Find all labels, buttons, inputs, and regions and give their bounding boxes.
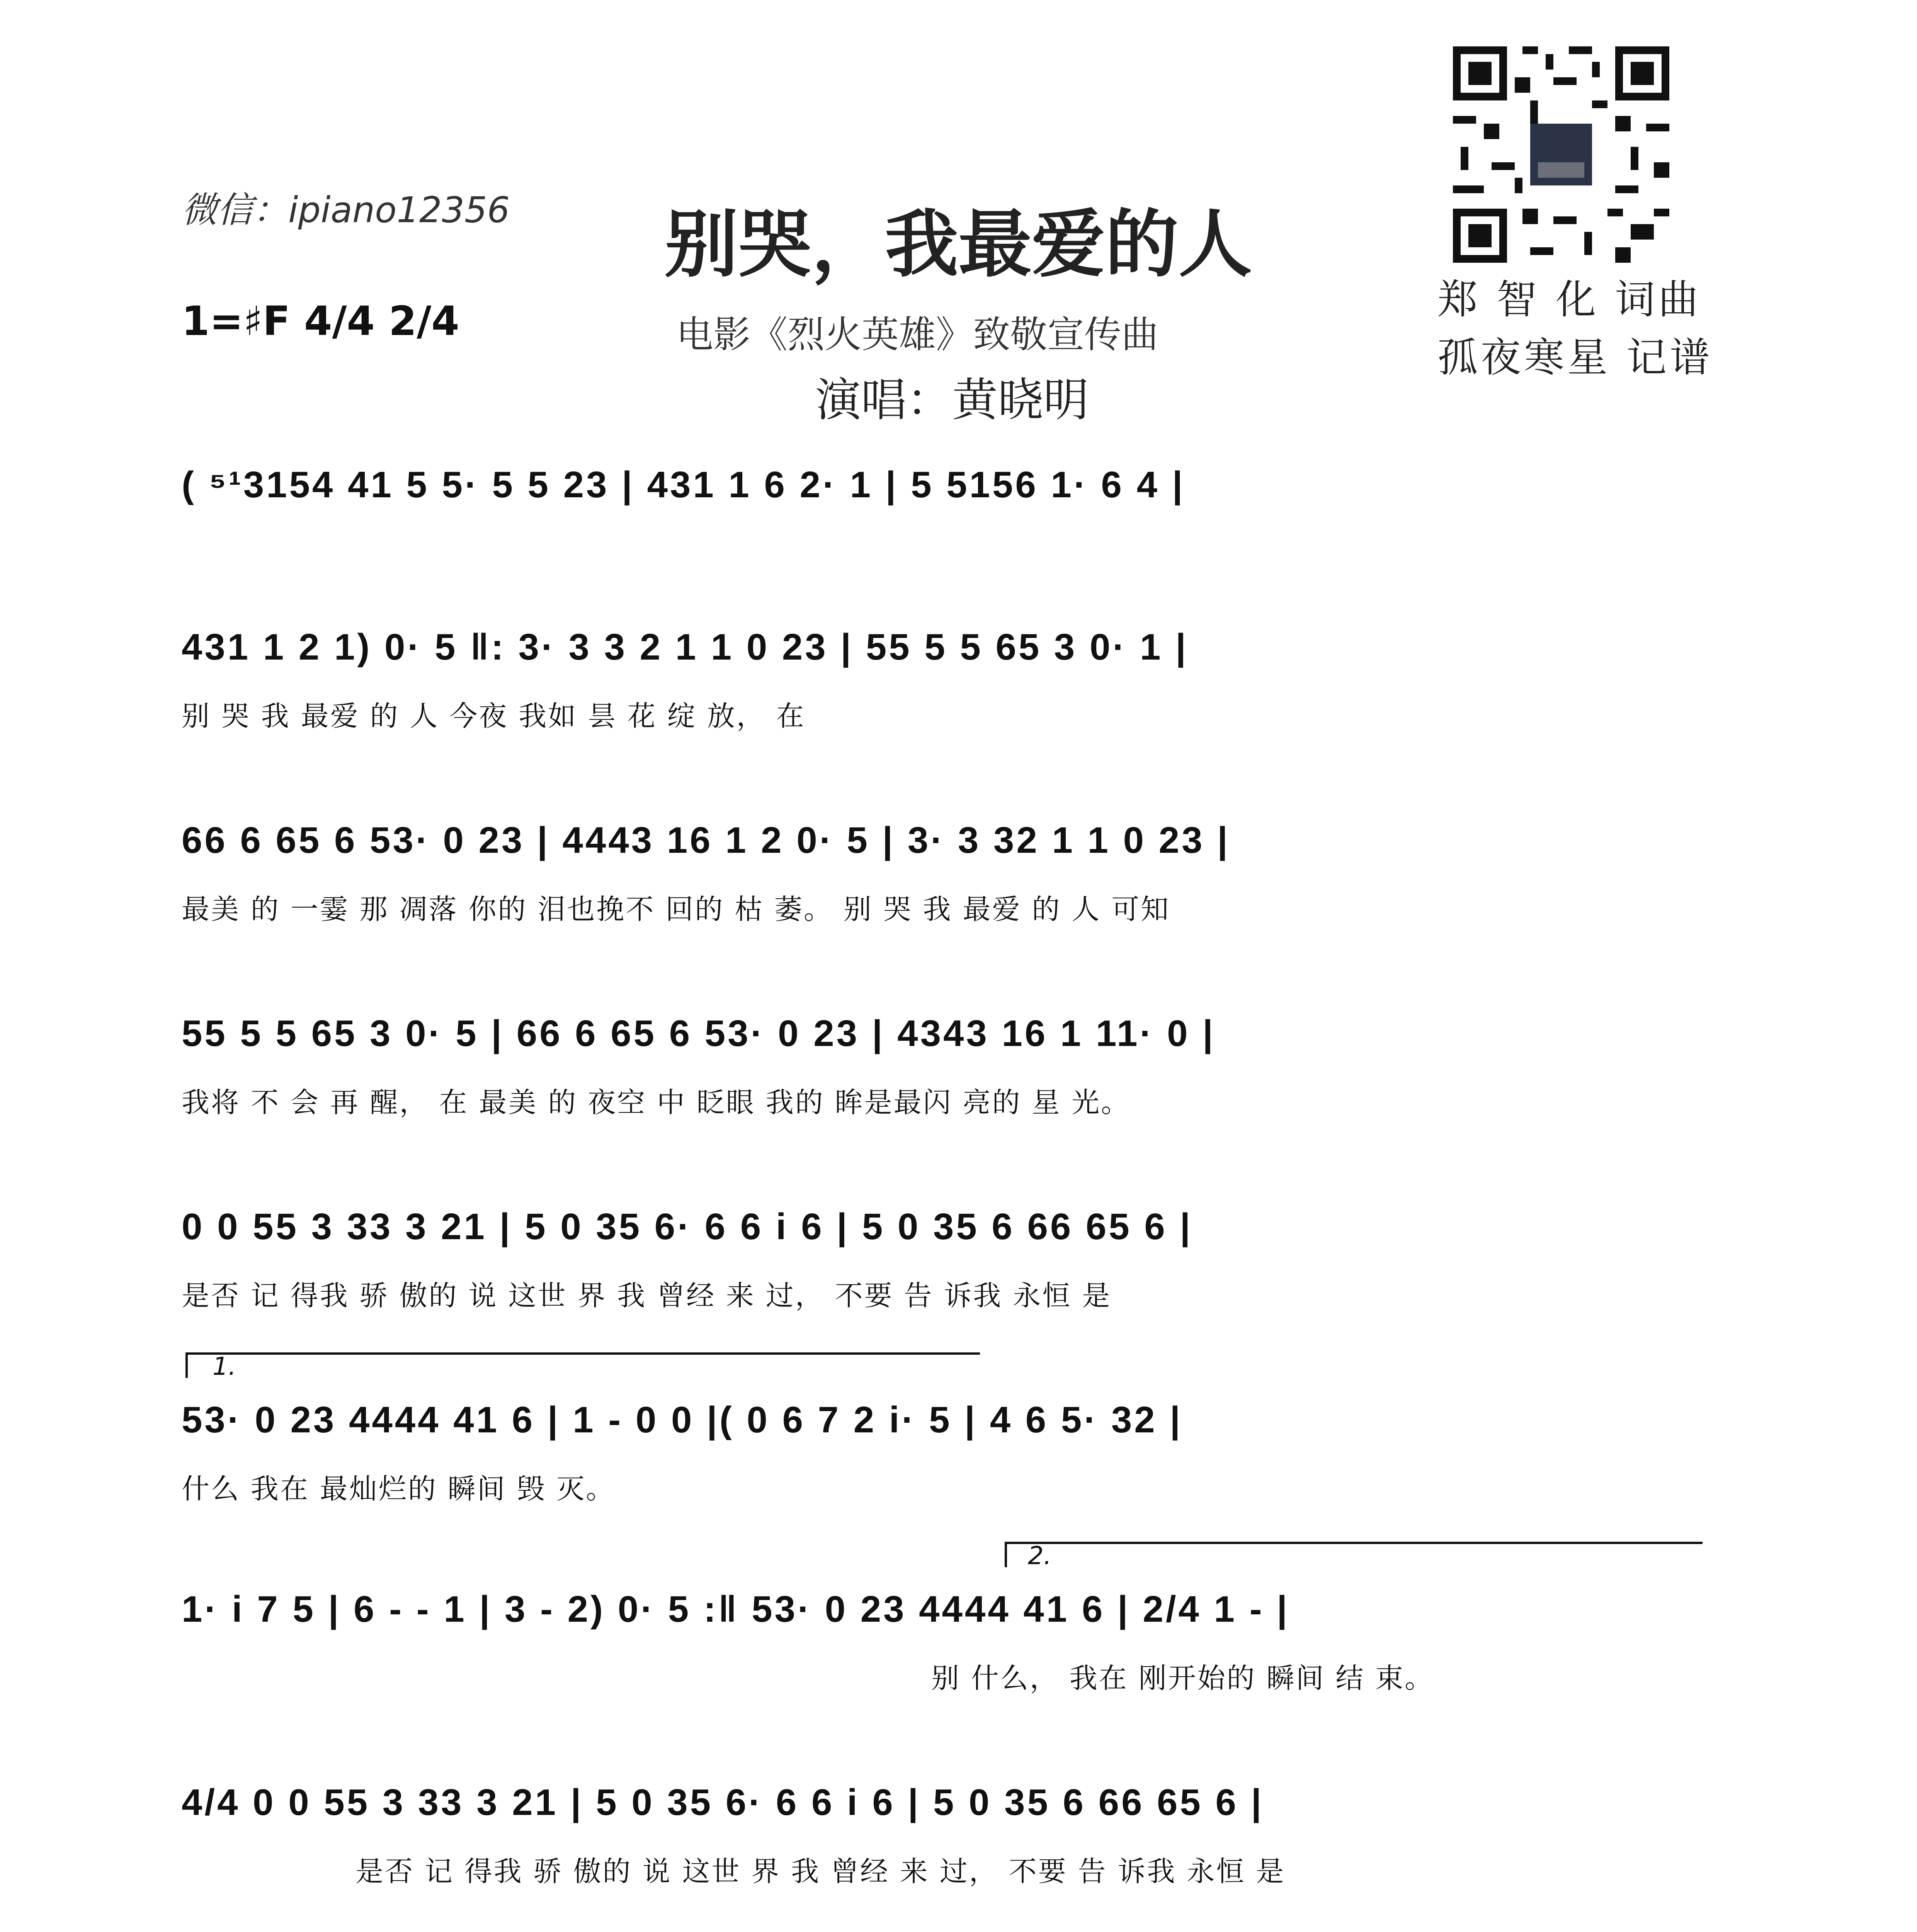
song-title: 别哭，我最爱的人 xyxy=(665,202,1252,287)
lyrics: 别 哭 我 最爱 的 人 今夜 我如 昙 花 绽 放， 在 xyxy=(182,700,806,732)
notes: 55 5 5 65 3 0· 5 | 66 6 65 6 53· 0 23 | 4343 16 1 11· 0 | xyxy=(182,1013,1216,1054)
lyrics: 最美 的 一霎 那 凋落 你的 泪也挽不 回的 枯 萎。 别 哭 我 最爱 的 人 可知 xyxy=(182,893,1170,925)
second-ending-label: 2. xyxy=(1028,1542,1052,1570)
lyrics: 什么 我在 最灿烂的 瞬间 毁 灭。 xyxy=(182,1473,616,1505)
qr-code-icon[interactable] xyxy=(1445,39,1677,270)
singer: 演唱：黄晓明 xyxy=(815,373,1089,427)
credits-composer: 郑 智 化 词曲 xyxy=(1437,276,1702,323)
first-ending-label: 1. xyxy=(213,1352,236,1381)
wechat-contact: 微信：ipiano12356 xyxy=(182,189,510,231)
lyrics: 别 什么， 我在 刚开始的 瞬间 结 束。 xyxy=(931,1662,1434,1694)
notes: 431 1 2 1) 0· 5 ‖: 3· 3 3 2 1 1 0 23 | 55 5 5 65 3 0· 1 | xyxy=(182,626,1188,668)
key-signature: 1=♯F 4/4 2/4 xyxy=(182,298,459,345)
first-ending-bracket xyxy=(185,1352,980,1378)
notes: 4/4 0 0 55 3 33 3 21 | 5 0 35 6· 6 6 i 6 | 5 0 35 6 66 65 6 | xyxy=(182,1782,1264,1823)
notes: 0 0 55 3 33 3 21 | 5 0 35 6· 6 6 i 6 | 5 0 35 6 66 65 6 | xyxy=(182,1206,1193,1247)
lyrics: 我将 不 会 再 醒， 在 最美 的 夜空 中 眨眼 我的 眸是最闪 亮的 星 光。 xyxy=(182,1086,1131,1119)
credits xyxy=(1437,270,1713,386)
notes: ( ⁵¹3154 41 5 5· 5 5 23 | 431 1 6 2· 1 | 5 5156 1· 6 4 | xyxy=(182,464,1185,505)
notes: 53· 0 23 4444 41 6 | 1 - 0 0 |( 0 6 7 2 i· 5 | 4 6 5· 32 | xyxy=(182,1399,1183,1440)
notes: 1· i 7 5 | 6 - - 1 | 3 - 2) 0· 5 :‖ 53· 0 23 4444 41 6 | 2/4 1 - | xyxy=(182,1588,1290,1630)
lyrics: 是否 记 得我 骄 傲的 说 这世 界 我 曾经 来 过， 不要 告 诉我 永恒 是 xyxy=(356,1855,1286,1888)
second-ending-bracket xyxy=(1005,1542,1703,1567)
subtitle: 电影《烈火英雄》致敬宣传曲 xyxy=(676,313,1158,356)
credits-transcriber: 孤夜寒星 记谱 xyxy=(1437,334,1713,381)
lyrics: 是否 记 得我 骄 傲的 说 这世 界 我 曾经 来 过， 不要 告 诉我 永恒 是 xyxy=(182,1279,1112,1312)
notes: 66 6 65 6 53· 0 23 | 4443 16 1 2 0· 5 | 3· 3 32 1 1 0 23 | xyxy=(182,820,1230,861)
